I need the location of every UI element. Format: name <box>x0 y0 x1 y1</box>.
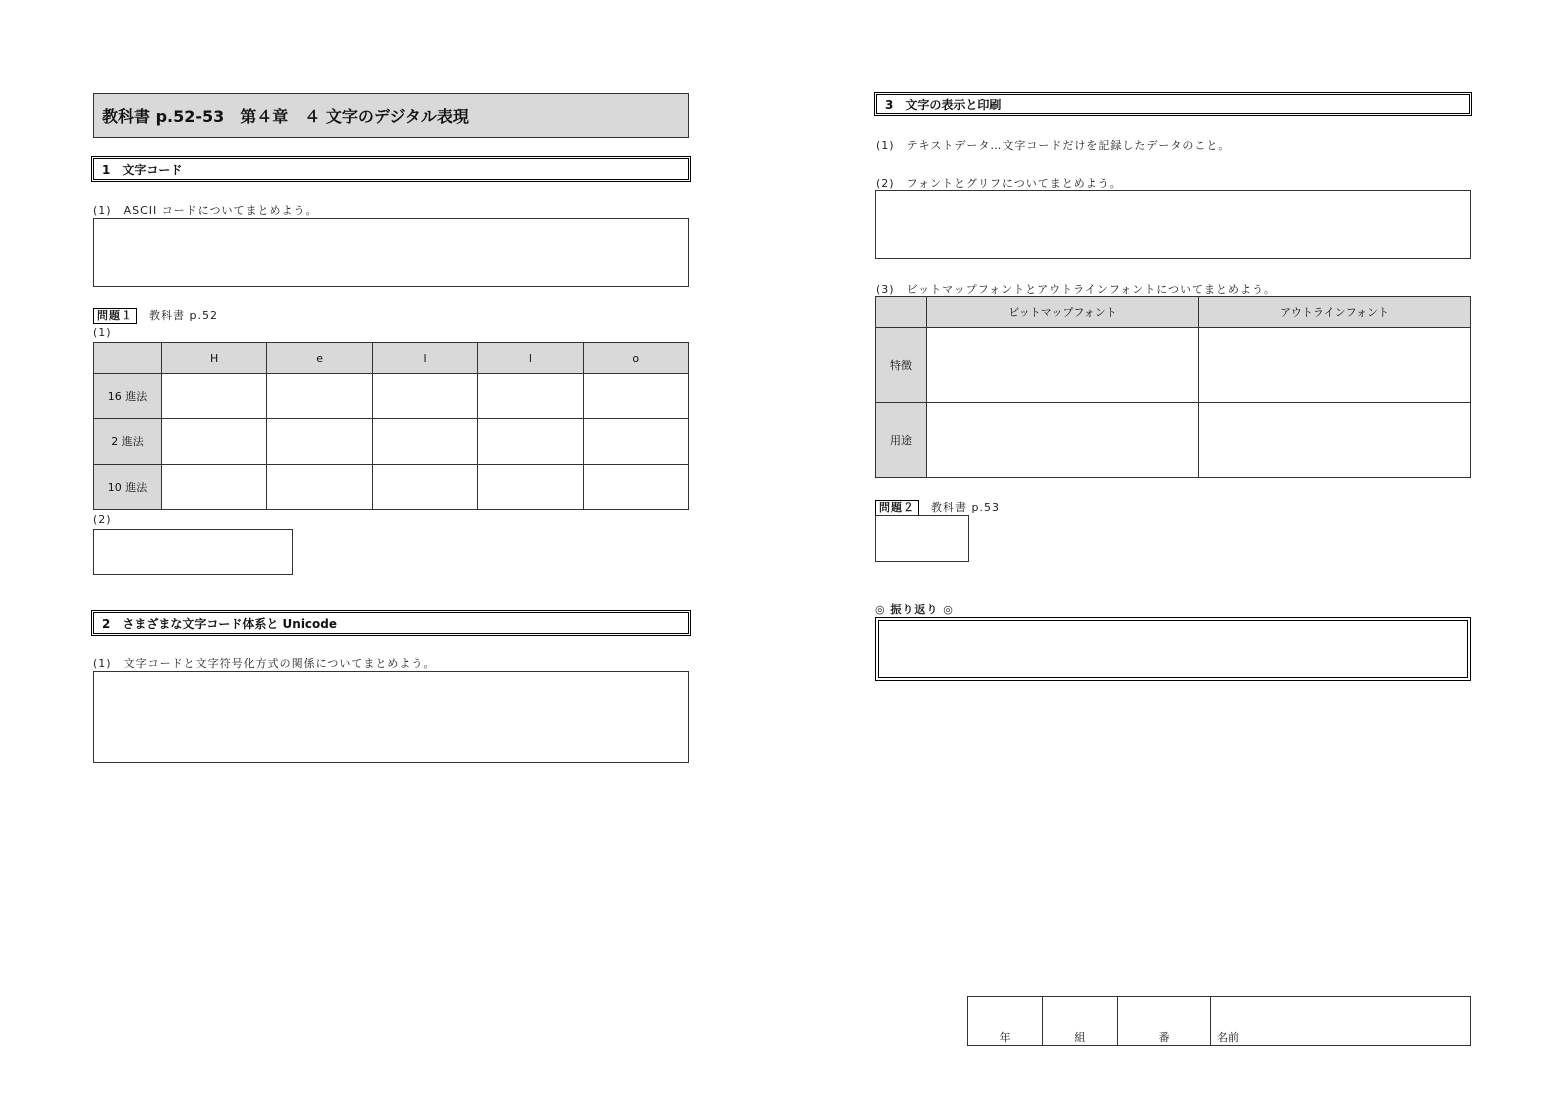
year-field[interactable] <box>968 997 1043 1046</box>
answer-cell[interactable] <box>162 374 267 419</box>
table-header-cell: e <box>267 343 372 374</box>
table-header-row <box>876 297 1471 328</box>
row-label: 2 進法 <box>94 419 162 464</box>
problem1-header <box>93 307 218 324</box>
problem1-sub1-label: (1) <box>93 326 112 339</box>
answer-cell[interactable] <box>478 374 583 419</box>
answer-cell[interactable] <box>1199 328 1471 403</box>
answer-cell[interactable] <box>583 374 688 419</box>
answer-cell[interactable] <box>372 464 477 509</box>
table-row <box>94 419 689 464</box>
reflection-label: ◎ 振り返り ◎ <box>875 603 954 616</box>
answer-cell[interactable] <box>927 328 1199 403</box>
section3-q2-label: (2) フォントとグリフについてまとめよう。 <box>876 177 1122 190</box>
table-row <box>876 328 1471 403</box>
table-header-cell <box>94 343 162 374</box>
number-label: 番 <box>1158 1031 1170 1044</box>
class-label: 組 <box>1074 1031 1086 1044</box>
answer-cell[interactable] <box>927 403 1199 478</box>
ascii-answer-box[interactable] <box>93 218 689 287</box>
name-field[interactable] <box>1211 997 1471 1046</box>
section1-heading: 1 文字コード <box>93 158 689 180</box>
class-field[interactable] <box>1043 997 1118 1046</box>
answer-cell[interactable] <box>478 419 583 464</box>
table-header-cell: l <box>372 343 477 374</box>
font-comparison-table <box>875 296 1471 478</box>
reflection-answer-box[interactable] <box>878 620 1468 678</box>
encoding-answer-box[interactable] <box>93 671 689 763</box>
answer-cell[interactable] <box>372 374 477 419</box>
section2-q1-label: (1) 文字コードと文字符号化方式の関係についてまとめよう。 <box>93 657 436 670</box>
table-header-row <box>94 343 689 374</box>
student-info-table <box>967 996 1471 1046</box>
page-title: 教科書 p.52-53 第４章 ４ 文字のデジタル表現 <box>93 93 689 138</box>
answer-cell[interactable] <box>1199 403 1471 478</box>
row-label: 10 進法 <box>94 464 162 509</box>
problem1-badge: 問題１ <box>93 308 137 324</box>
table-header-cell: o <box>583 343 688 374</box>
answer-cell[interactable] <box>267 374 372 419</box>
year-label: 年 <box>999 1031 1011 1044</box>
problem2-badge: 問題２ <box>875 500 919 516</box>
table-row <box>876 403 1471 478</box>
answer-cell[interactable] <box>583 464 688 509</box>
section2-heading: 2 さまざまな文字コード体系と Unicode <box>93 612 689 634</box>
problem1-sub2-answer-box[interactable] <box>93 529 293 575</box>
table-header-cell: l <box>478 343 583 374</box>
problem1-ref: 教科書 p.52 <box>149 309 218 322</box>
answer-cell[interactable] <box>162 419 267 464</box>
answer-cell[interactable] <box>478 464 583 509</box>
section3-heading: 3 文字の表示と印刷 <box>876 94 1470 114</box>
row-label: 特徴 <box>876 328 927 403</box>
name-label: 名前 <box>1217 1031 1239 1044</box>
table-row <box>94 464 689 509</box>
table-row <box>94 374 689 419</box>
row-label: 16 進法 <box>94 374 162 419</box>
font-glyph-answer-box[interactable] <box>875 190 1471 259</box>
table-header-cell: ビットマップフォント <box>927 297 1199 328</box>
answer-cell[interactable] <box>583 419 688 464</box>
table-header-cell <box>876 297 927 328</box>
section1-q1-label: (1) ASCII コードについてまとめよう。 <box>93 204 318 217</box>
table-header-cell: H <box>162 343 267 374</box>
answer-cell[interactable] <box>372 419 477 464</box>
problem2-header <box>875 499 1000 516</box>
number-field[interactable] <box>1118 997 1211 1046</box>
answer-cell[interactable] <box>162 464 267 509</box>
answer-cell[interactable] <box>267 419 372 464</box>
answer-cell[interactable] <box>267 464 372 509</box>
table-header-cell: アウトラインフォント <box>1199 297 1471 328</box>
problem2-answer-box[interactable] <box>875 515 969 562</box>
problem2-ref: 教科書 p.53 <box>931 501 1000 514</box>
section3-q1-label: (1) テキストデータ…文字コードだけを記録したデータのこと。 <box>876 139 1231 152</box>
section3-q3-label: (3) ビットマップフォントとアウトラインフォントについてまとめよう。 <box>876 283 1277 296</box>
problem1-sub2-label: (2) <box>93 513 112 526</box>
row-label: 用途 <box>876 403 927 478</box>
hello-conversion-table <box>93 342 689 510</box>
